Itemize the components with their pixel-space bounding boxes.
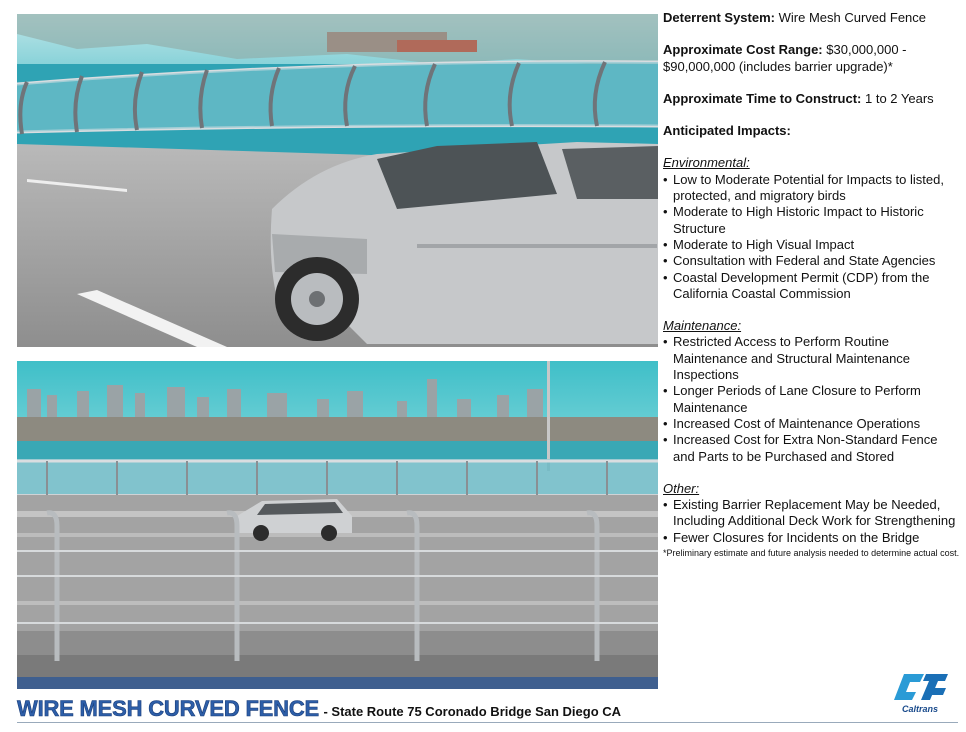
list-item: • Consultation with Federal and State Agencies <box>663 253 961 269</box>
list-item: • Moderate to High Visual Impact <box>663 237 961 253</box>
footnote: *Preliminary estimate and future analysis needed to determine actual cost. <box>663 548 960 559</box>
time-value: 1 to 2 Years <box>865 90 934 106</box>
cost-line <box>663 42 961 75</box>
caltrans-logo-text: Caltrans <box>901 704 938 714</box>
environmental-list <box>663 172 961 302</box>
other-heading: Other: <box>663 480 700 496</box>
list-item: • Increased Cost for Extra Non-Standard Fence and Parts to be Purchased and Stored <box>663 432 961 465</box>
time-label: Approximate Time to Construct: <box>663 90 862 106</box>
page-title <box>17 696 621 722</box>
list-item: • Increased Cost of Maintenance Operations <box>663 416 961 432</box>
other-list <box>663 497 961 546</box>
divider <box>17 722 958 723</box>
maintenance-list <box>663 334 961 464</box>
deterrent-value: Wire Mesh Curved Fence <box>778 10 927 25</box>
list-item: • Coastal Development Permit (CDP) from the California Coastal Commission <box>663 270 961 303</box>
list-item: • Existing Barrier Replacement May be Needed, Including Additional Deck Work for Strengthening <box>663 497 961 530</box>
cost-label: Approximate Cost Range: <box>663 42 823 58</box>
title-subtitle: - State Route 75 Coronado Bridge San Diego CA <box>323 704 622 719</box>
list-item: • Fewer Closures for Incidents on the Bridge <box>663 530 961 546</box>
environmental-heading: Environmental: <box>663 155 750 171</box>
rendering-side-view-image <box>17 361 658 689</box>
maintenance-heading: Maintenance: <box>663 318 742 334</box>
deterrent-line <box>663 10 961 26</box>
list-item: • Restricted Access to Perform Routine Maintenance and Structural Maintenance Inspections <box>663 334 961 383</box>
deterrent-label: Deterrent System: <box>663 10 775 25</box>
list-item: • Moderate to High Historic Impact to Historic Structure <box>663 204 961 237</box>
list-item: • Low to Moderate Potential for Impacts to listed, protected, and migratory birds <box>663 172 961 205</box>
rendering-perspective-image <box>17 14 658 347</box>
impacts-heading: Anticipated Impacts: <box>663 123 791 139</box>
list-item: • Longer Periods of Lane Closure to Perform Maintenance <box>663 383 961 416</box>
time-line <box>663 91 961 107</box>
info-panel <box>663 10 961 559</box>
cost-value: $30,000,000 - $90,000,000 (includes barrier upgrade)* <box>663 42 907 74</box>
title-main: WIRE MESH CURVED FENCE <box>17 696 319 721</box>
